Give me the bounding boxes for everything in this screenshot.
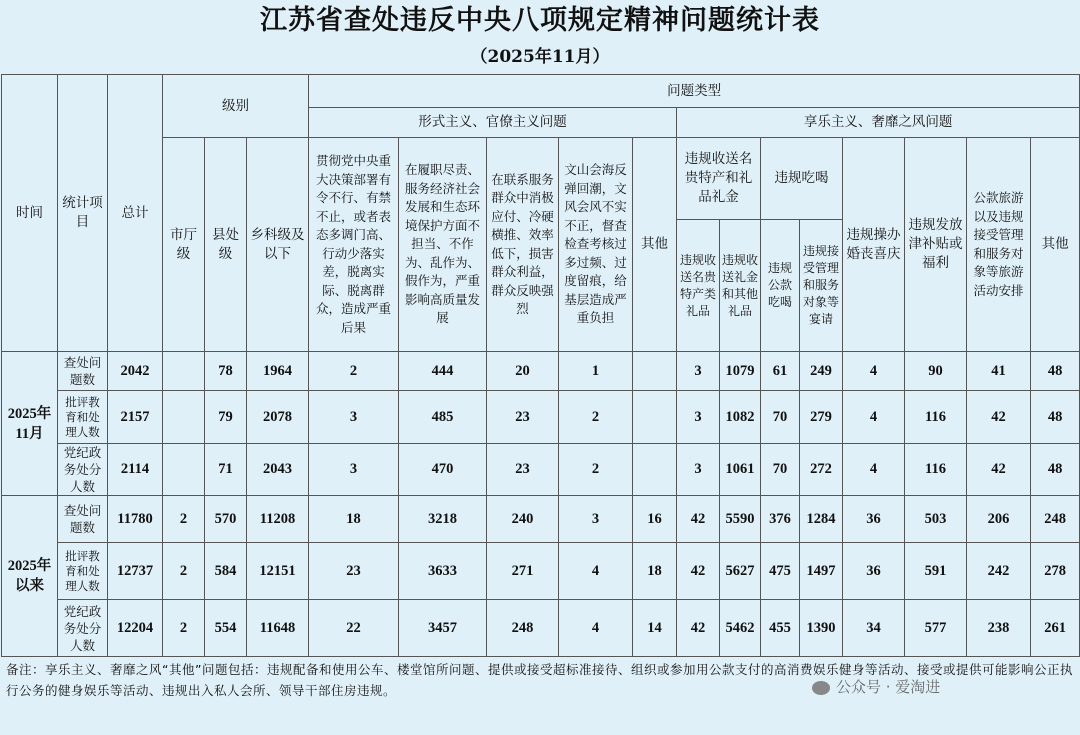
header-hedonism-other: 其他 bbox=[1031, 138, 1080, 352]
value-cell: 18 bbox=[309, 496, 399, 543]
header-level: 级别 bbox=[163, 75, 309, 138]
period-label: 2025年以来 bbox=[2, 496, 58, 657]
value-cell: 12151 bbox=[247, 543, 309, 600]
value-cell: 23 bbox=[309, 543, 399, 600]
value-cell: 42 bbox=[677, 543, 720, 600]
header-dining: 违规吃喝 bbox=[761, 138, 843, 220]
value-cell: 42 bbox=[967, 444, 1031, 496]
table-title: 江苏省查处违反中央八项规定精神问题统计表 bbox=[260, 5, 820, 36]
header-time: 时间 bbox=[2, 75, 58, 352]
period-label: 2025年11月 bbox=[2, 352, 58, 496]
value-cell: 272 bbox=[800, 444, 843, 496]
value-cell: 42 bbox=[677, 600, 720, 657]
header-gifts-specialty: 违规收送名贵特产类礼品 bbox=[677, 220, 720, 352]
value-cell: 2 bbox=[163, 543, 205, 600]
value-cell: 48 bbox=[1031, 352, 1080, 391]
row-label: 批评教育和处理人数 bbox=[58, 391, 108, 444]
value-cell: 570 bbox=[205, 496, 247, 543]
value-cell: 3457 bbox=[399, 600, 487, 657]
value-cell: 5627 bbox=[720, 543, 761, 600]
value-cell: 5462 bbox=[720, 600, 761, 657]
value-cell: 1964 bbox=[247, 352, 309, 391]
value-cell: 1390 bbox=[800, 600, 843, 657]
value-cell: 240 bbox=[487, 496, 559, 543]
header-travel: 公款旅游以及违规接受管理和服务对象等旅游活动安排 bbox=[967, 138, 1031, 352]
value-cell: 11780 bbox=[108, 496, 163, 543]
table-row bbox=[2, 543, 1080, 600]
value-cell: 2157 bbox=[108, 391, 163, 444]
table-row bbox=[2, 444, 1080, 496]
value-cell: 16 bbox=[633, 496, 677, 543]
value-cell: 14 bbox=[633, 600, 677, 657]
footnote: 备注：享乐主义、奢靡之风“其他”问题包括：违规配备和使用公车、楼堂馆所问题、提供或接受超标准接待、组织或参加用公款支付的高消费娱乐健身等活动、接受或提供可能影响公正执行公务的健身娱乐等活动、违规出入私人会所、领导干部住房违规。 bbox=[6, 662, 1073, 698]
value-cell: 2042 bbox=[108, 352, 163, 391]
header-city-level: 市厅级 bbox=[163, 138, 205, 352]
value-cell: 71 bbox=[205, 444, 247, 496]
value-cell bbox=[633, 444, 677, 496]
value-cell: 206 bbox=[967, 496, 1031, 543]
row-label: 党纪政务处分人数 bbox=[58, 600, 108, 657]
value-cell: 2 bbox=[309, 352, 399, 391]
value-cell: 503 bbox=[905, 496, 967, 543]
value-cell: 12737 bbox=[108, 543, 163, 600]
value-cell: 3 bbox=[677, 444, 720, 496]
header-dining-banquet: 违规接受管理和服务对象等宴请 bbox=[800, 220, 843, 352]
value-cell: 271 bbox=[487, 543, 559, 600]
header-formalism: 形式主义、官僚主义问题 bbox=[309, 108, 677, 138]
value-cell: 20 bbox=[487, 352, 559, 391]
value-cell: 3633 bbox=[399, 543, 487, 600]
value-cell: 444 bbox=[399, 352, 487, 391]
value-cell: 2078 bbox=[247, 391, 309, 444]
value-cell: 23 bbox=[487, 444, 559, 496]
value-cell: 279 bbox=[800, 391, 843, 444]
value-cell: 36 bbox=[843, 496, 905, 543]
value-cell: 5590 bbox=[720, 496, 761, 543]
value-cell: 3 bbox=[677, 352, 720, 391]
value-cell: 70 bbox=[761, 391, 800, 444]
value-cell: 249 bbox=[800, 352, 843, 391]
header-formalism-1: 贯彻党中央重大决策部署有令不行、有禁不止，或者表态多调门高、行动少落实差，脱离实际、脱离群众，造成严重后果 bbox=[309, 138, 399, 352]
value-cell: 22 bbox=[309, 600, 399, 657]
value-cell: 2 bbox=[163, 496, 205, 543]
value-cell: 23 bbox=[487, 391, 559, 444]
header-gifts-cash: 违规收送礼金和其他礼品 bbox=[720, 220, 761, 352]
header-dining-public: 违规公款吃喝 bbox=[761, 220, 800, 352]
statistics-table bbox=[1, 74, 1080, 657]
value-cell: 242 bbox=[967, 543, 1031, 600]
value-cell: 2043 bbox=[247, 444, 309, 496]
value-cell: 261 bbox=[1031, 600, 1080, 657]
value-cell: 475 bbox=[761, 543, 800, 600]
value-cell: 584 bbox=[205, 543, 247, 600]
value-cell: 1284 bbox=[800, 496, 843, 543]
table-row bbox=[2, 352, 1080, 391]
value-cell: 3 bbox=[677, 391, 720, 444]
watermark: 公众号 · 爱淘进 bbox=[812, 676, 940, 697]
value-cell: 48 bbox=[1031, 391, 1080, 444]
value-cell: 554 bbox=[205, 600, 247, 657]
value-cell bbox=[163, 444, 205, 496]
value-cell: 12204 bbox=[108, 600, 163, 657]
value-cell: 116 bbox=[905, 391, 967, 444]
value-cell: 1497 bbox=[800, 543, 843, 600]
table-subtitle: （2025年11月） bbox=[470, 47, 610, 67]
header-gifts: 违规收送名贵特产和礼品礼金 bbox=[677, 138, 761, 220]
value-cell: 4 bbox=[843, 444, 905, 496]
value-cell: 4 bbox=[559, 600, 633, 657]
table-row bbox=[2, 391, 1080, 444]
value-cell: 248 bbox=[1031, 496, 1080, 543]
value-cell: 42 bbox=[677, 496, 720, 543]
value-cell: 1082 bbox=[720, 391, 761, 444]
value-cell: 4 bbox=[843, 391, 905, 444]
value-cell: 2114 bbox=[108, 444, 163, 496]
value-cell: 41 bbox=[967, 352, 1031, 391]
row-label: 查处问题数 bbox=[58, 496, 108, 543]
value-cell: 18 bbox=[633, 543, 677, 600]
header-total: 总计 bbox=[108, 75, 163, 352]
value-cell: 470 bbox=[399, 444, 487, 496]
value-cell: 2 bbox=[559, 444, 633, 496]
header-allowance: 违规发放津补贴或福利 bbox=[905, 138, 967, 352]
value-cell: 3218 bbox=[399, 496, 487, 543]
header-weddings: 违规操办婚丧喜庆 bbox=[843, 138, 905, 352]
value-cell: 238 bbox=[967, 600, 1031, 657]
table-row bbox=[2, 496, 1080, 543]
value-cell: 1079 bbox=[720, 352, 761, 391]
value-cell bbox=[633, 391, 677, 444]
value-cell: 4 bbox=[559, 543, 633, 600]
value-cell: 4 bbox=[843, 352, 905, 391]
value-cell: 577 bbox=[905, 600, 967, 657]
header-formalism-3: 在联系服务群众中消极应付、冷硬横推、效率低下，损害群众利益，群众反映强烈 bbox=[487, 138, 559, 352]
value-cell: 455 bbox=[761, 600, 800, 657]
row-label: 党纪政务处分人数 bbox=[58, 444, 108, 496]
header-formalism-4: 文山会海反弹回潮，文风会风不实不正，督查检查考核过多过频、过度留痕，给基层造成严重负担 bbox=[559, 138, 633, 352]
value-cell: 3 bbox=[309, 391, 399, 444]
value-cell: 90 bbox=[905, 352, 967, 391]
header-hedonism: 享乐主义、奢靡之风问题 bbox=[677, 108, 1080, 138]
header-problem-type: 问题类型 bbox=[309, 75, 1080, 108]
value-cell: 278 bbox=[1031, 543, 1080, 600]
value-cell: 591 bbox=[905, 543, 967, 600]
value-cell: 11648 bbox=[247, 600, 309, 657]
value-cell: 78 bbox=[205, 352, 247, 391]
value-cell: 3 bbox=[559, 496, 633, 543]
value-cell bbox=[633, 352, 677, 391]
value-cell: 79 bbox=[205, 391, 247, 444]
value-cell: 70 bbox=[761, 444, 800, 496]
value-cell: 48 bbox=[1031, 444, 1080, 496]
value-cell: 485 bbox=[399, 391, 487, 444]
header-item: 统计项目 bbox=[58, 75, 108, 352]
header-formalism-other: 其他 bbox=[633, 138, 677, 352]
value-cell bbox=[163, 391, 205, 444]
wechat-icon bbox=[812, 681, 830, 695]
value-cell: 42 bbox=[967, 391, 1031, 444]
value-cell: 2 bbox=[559, 391, 633, 444]
row-label: 查处问题数 bbox=[58, 352, 108, 391]
value-cell: 61 bbox=[761, 352, 800, 391]
header-county-level: 县处级 bbox=[205, 138, 247, 352]
value-cell: 2 bbox=[163, 600, 205, 657]
value-cell: 376 bbox=[761, 496, 800, 543]
value-cell: 1061 bbox=[720, 444, 761, 496]
value-cell: 34 bbox=[843, 600, 905, 657]
value-cell: 1 bbox=[559, 352, 633, 391]
header-formalism-2: 在履职尽责、服务经济社会发展和生态环境保护方面不担当、不作为、乱作为、假作为，严重影响高质量发展 bbox=[399, 138, 487, 352]
value-cell bbox=[163, 352, 205, 391]
table-row bbox=[2, 600, 1080, 657]
value-cell: 3 bbox=[309, 444, 399, 496]
value-cell: 116 bbox=[905, 444, 967, 496]
row-label: 批评教育和处理人数 bbox=[58, 543, 108, 600]
header-township-level: 乡科级及以下 bbox=[247, 138, 309, 352]
value-cell: 11208 bbox=[247, 496, 309, 543]
value-cell: 248 bbox=[487, 600, 559, 657]
value-cell: 36 bbox=[843, 543, 905, 600]
